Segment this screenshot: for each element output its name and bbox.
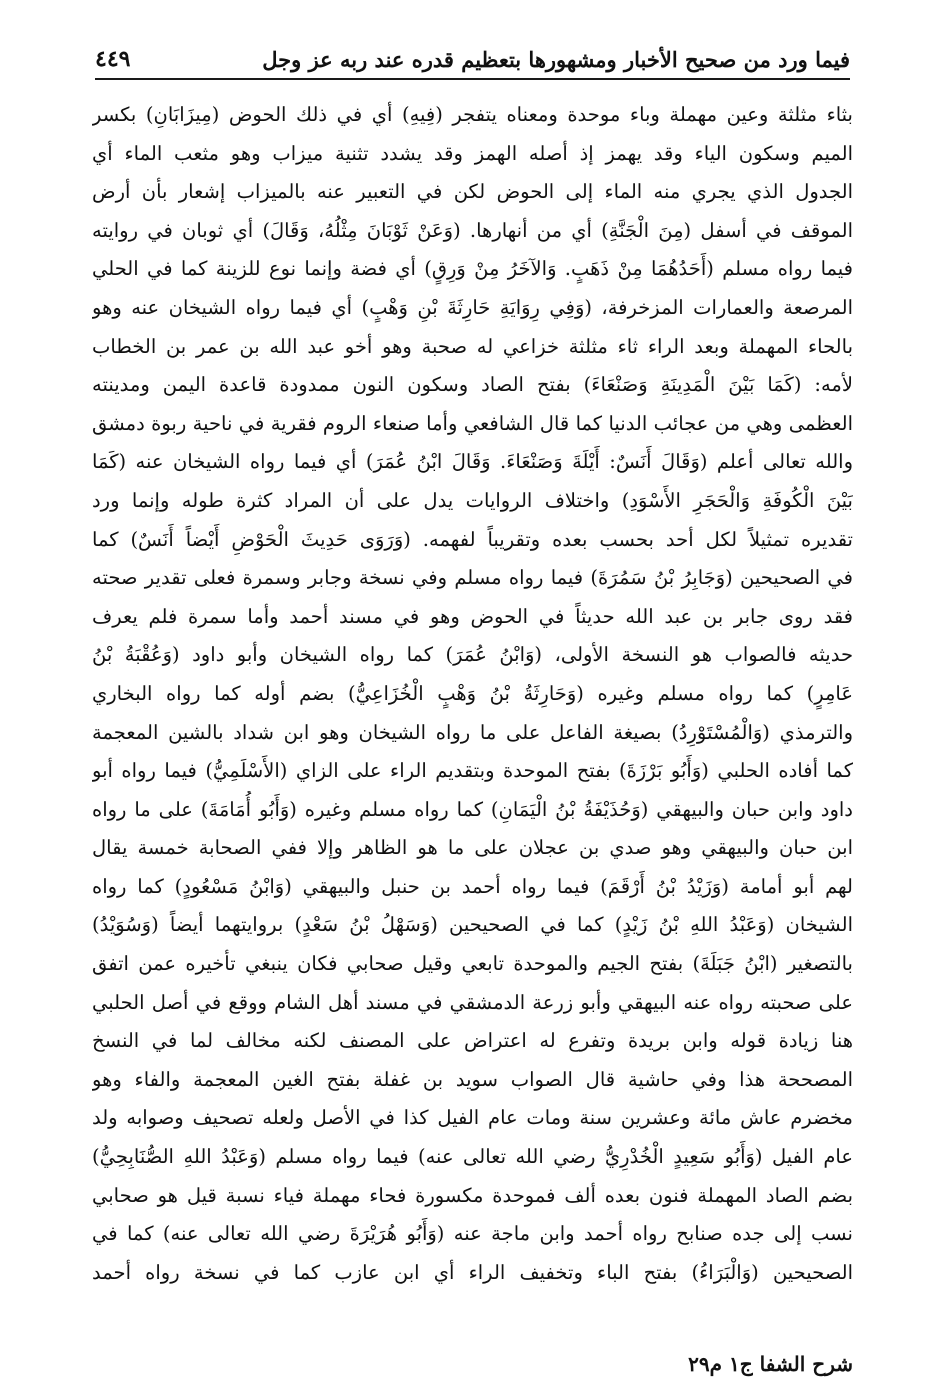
text-line: فيما رواه مسلم (أَحَدُهُمَا مِنْ ذَهَبٍ. وَالآخَرُ مِنْ وَرِقٍ) أي فضة وإنما نوع للزينة كما في الحلي: [92, 257, 853, 281]
text-line: والترمذي (وَالْمُسْتَوْرِدُ) بصيغة الفاعل على ما رواه الشيخان وهو ابن شداد بالشين المعجمة: [92, 720, 853, 744]
text-line: بثاء مثلثة وعين مهملة وباء موحدة ومعناه يتفجر (فِيهِ) أي في ذلك الحوض (مِيزَابَانِ) بكسر: [92, 103, 853, 126]
text-line: نسب إلى جده صنابح رواه أحمد وابن ماجة عنه (وَأَبُو هُرَيْرَةَ رضي الله تعالى عنه) كما في: [92, 1222, 853, 1246]
page-header: [95, 28, 850, 80]
text-line: الموقف في أسفل (مِنَ الْجَنَّةِ) أي من أنهارها. (وَعَنْ ثَوْبَانَ مِثْلُهُ، وَقَالَ) أي ثوبان في روايته: [92, 218, 853, 242]
body-text: [92, 96, 853, 1292]
page-number: ٤٤٩: [95, 46, 131, 72]
text-line: بضم الصاد المهملة فنون بعده ألف فموحدة مكسورة فحاء مهملة فياء نسبة قيل هو صحابي: [92, 1183, 853, 1207]
text-line: الصحيحين (وَالْبَرَاءُ) بفتح الباء وتخفيف الراء أي ابن عازب كما في نسخة رواه أحمد: [92, 1260, 853, 1284]
text-line: لهم أبو أمامة (وَزَيْدُ بْنُ أَرْقَمَ) فيما رواه أحمد بن حنبل والبيهقي (وَابْنُ مَسْعُودٍ) كما رواه: [92, 874, 853, 898]
text-line: ابن حبان والبيهقي وهو صدي بن عجلان على ما هو الظاهر وإلا ففي الصحابة خمسة يقال: [92, 836, 853, 860]
text-line: حديثه فالصواب هو النسخة الأولى، (وَابْنُ عُمَرَ) كما رواه الشيخان وأبو داود (وَعُقْبَةُ بْنُ: [92, 643, 853, 667]
text-line: بالحاء المهملة وبعد الراء ثاء مثلثة خزاعي له صحبة وهو أخو عبد الله بن عمر بن الخطاب: [92, 334, 853, 358]
signature-mark: شرح الشفا ج١ م٢٩: [688, 1352, 853, 1376]
text-line: مخضرم عاش مائة وعشرين سنة ومات عام الفيل كذا في الأصل ولعله تصحيف وصوابه ولد: [92, 1106, 853, 1130]
text-line: المرصعة والعمارات المزخرفة، (وَفِي رِوَايَةِ حَارِثَةَ بْنِ وَهْبٍ) أي فيما رواه الشيخان عنه وهو: [92, 295, 853, 319]
text-line: لأمه: (كَمَا بَيْنَ الْمَدِينَةِ وَصَنْعَاءَ) بفتح الصاد وسكون النون ممدودة قاعدة اليمن ومدينته: [92, 373, 853, 397]
text-line: بَيْنَ الْكُوفَةِ وَالْحَجَرِ الأَسْوَدِ) واختلاف الروايات يدل على أن المراد كثرة طوله وإنما ورد: [92, 488, 853, 512]
text-line: الميم وسكون الياء وقد يهمز إذ أصله الهمز وقد يشدد تثنية ميزاب وهو مثعب الماء أي: [92, 141, 853, 165]
text-line: كما أفاده الحلبي (وَأَبُو بَرْزَةَ) بفتح الموحدة وبتقديم الراء على الزاي (الأَسْلَمِيُّ) فيما رواه أبو: [92, 759, 853, 783]
running-title: فيما ورد من صحيح الأخبار ومشهورها بتعظيم قدره عند ربه عز وجل: [262, 47, 850, 72]
text-line: فقد روى جابر بن عبد الله حديثاً في الحوض وهو في مسند أحمد وأما سمرة فلم يعرف: [92, 604, 853, 628]
text-line: على صحبته رواه عنه البيهقي وأبو زرعة الدمشقي في مسند أهل الشام ووقع في أصل الحلبي: [92, 990, 853, 1014]
text-line: بالتصغير (ابْنُ جَبَلَةَ) بفتح الجيم والموحدة تابعي وقيل صحابي فكان ينبغي تأخيره عمن اتفق: [92, 952, 853, 976]
text-line: الشيخان (وَعَبْدُ اللهِ بْنُ زَيْدٍ) كما في الصحيحين (وَسَهْلُ بْنُ سَعْدٍ) بروايتهما أيضاً (وَسُوَيْدُ): [92, 913, 853, 937]
text-line: في الصحيحين (وَجَابِرُ بْنُ سَمُرَةَ) فيما رواه مسلم وفي نسخة وجابر وسمرة فعلى تقدير صحته: [92, 566, 853, 590]
text-line: والله تعالى أعلم (وَقَالَ أَنَسٌ: أَيْلَةَ وَصَنْعَاءَ. وَقَالَ ابْنُ عُمَرَ) أي فيما رواه الشيخان عنه (كَمَا: [92, 450, 853, 474]
text-line: عَامِرٍ) كما رواه مسلم وغيره (وَحَارِثَةُ بْنُ وَهْبٍ الْخُزَاعِيُّ) بضم أوله كما رواه البخاري: [92, 681, 853, 705]
text-line: الجدول الذي يجري منه الماء إلى الحوض لكن في التعبير عنه بالميزاب إشعار بأن أرض: [92, 180, 853, 204]
text-line: هنا زيادة قوله وابن بريدة وتفرع له اعتراض على المصنف لكنه مخالف لما في النسخ: [92, 1029, 853, 1053]
text-line: العظمى وهي من عجائب الدنيا كما قال الشافعي وأما صنعاء الروم فقرية في ناحية ربوة دمشق: [92, 411, 853, 435]
text-line: تقديره تمثيلاً لكل أحد بحسب بعده وتقريباً لفهمه. (وَرَوَى حَدِيثَ الْحَوْضِ أَيْضاً أَنَسٌ) كما: [92, 527, 853, 551]
text-line: عام الفيل (وَأَبُو سَعِيدٍ الْخُدْرِيُّ رضي الله تعالى عنه) فيما رواه مسلم (وَعَبْدُ اللهِ الصُّنَابِحِيُّ): [92, 1145, 853, 1169]
text-line: المصححة هذا وفي حاشية قال الصواب سويد بن غفلة بفتح الغين المعجمة والفاء وهو: [92, 1067, 853, 1091]
text-line: داود وابن حبان والبيهقي (وَحُذَيْفَةُ بْنُ الْيَمَانِ) كما رواه مسلم وغيره (وَأَبُو أُمَامَةَ) على ما رواه: [92, 797, 853, 821]
